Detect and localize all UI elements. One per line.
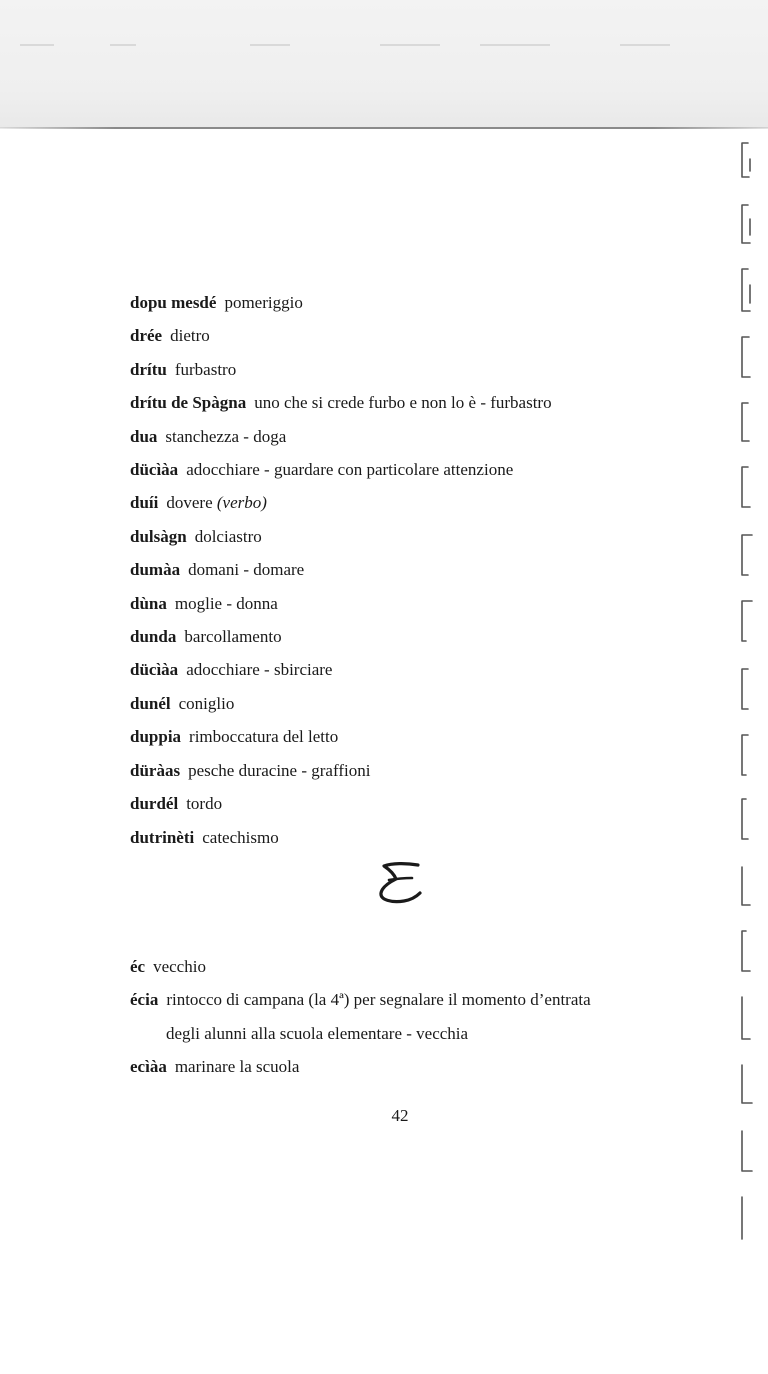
headword: dulsàgn [130,526,187,546]
headword: durdél [130,794,179,814]
glossary-entry [130,420,690,453]
definition: coniglio [178,693,235,713]
glossary-entry [130,787,690,820]
glossary-entry [130,453,690,486]
definition: pesche duracine - graffioni [188,760,371,780]
scan-artifact [620,44,670,46]
definition: furbastro [174,359,237,379]
definition: vecchio [153,957,206,976]
headword: dutrinèti [130,827,195,847]
glossary-entry [130,587,690,620]
glossary-entry [130,520,690,553]
scan-artifact [380,44,440,46]
ring-binding-holes [732,135,762,1315]
headword: éc [130,957,146,976]
headword: dücìàa [130,660,179,680]
headword: dua [130,426,158,446]
page-number: 42 [391,1106,409,1125]
definition: rintocco di campana (la 4ª) per segnalare il momento d’entrata [166,990,591,1010]
headword: duíi [130,493,159,513]
glossary-entry [130,553,690,586]
glossary-entry [130,687,690,720]
definition: rimboccatura del letto [189,727,339,747]
headword: dumàa [130,560,181,580]
scan-artifact [480,44,550,46]
definition: marinare la scuola [174,1057,300,1077]
definition: tordo [186,794,223,814]
headword: dücìàa [130,460,179,480]
headword: ecìàa [130,1057,167,1077]
glossary-entry [130,754,690,787]
definition: moglie - donna [174,593,278,613]
definition-continuation: degli alunni alla scuola elementare - vecchia [166,1023,469,1043]
headword: écia [130,990,159,1010]
scan-top-band [0,0,768,128]
definition: dolciastro [194,526,262,546]
glossary-section-e [130,950,710,1084]
glossary-entry [130,720,690,753]
glossary-entry [130,286,690,319]
headword: drítu [130,359,167,379]
definition: adocchiare - guardare con particolare attenzione [186,460,514,480]
headword: dunda [130,627,177,647]
glossary-entry [130,353,690,386]
glossary-entry [130,319,690,352]
headword: dunél [130,693,171,713]
headword: duppia [130,727,182,747]
scan-artifact [20,44,54,46]
headword: dùna [130,593,167,613]
headword: drée [130,326,163,346]
definition: domani - domare [188,560,305,580]
headword: düràas [130,760,181,780]
definition-note: (verbo) [216,493,267,513]
definition: catechismo [202,827,279,847]
headword: drítu de Spàgna [130,393,247,413]
glossary-entry [130,1050,710,1083]
glossary-entry [130,950,710,983]
definition: dietro [170,326,210,346]
section-letter-e [376,858,426,908]
definition: pomeriggio [224,293,303,312]
glossary-entry [130,653,690,686]
glossary-entry [130,983,710,1016]
glossary-entry [130,486,690,519]
glossary-entry [130,821,690,854]
glossary-section-d [130,286,690,854]
glossary-entry [130,620,690,653]
definition: adocchiare - sbirciare [186,660,333,680]
glossary-entry-continuation [130,1017,710,1050]
definition: uno che si crede furbo e non lo è - furbastro [254,393,552,413]
definition: dovere [166,493,213,513]
definition: stanchezza - doga [165,426,287,446]
glossary-entry [130,386,690,419]
definition: barcollamento [184,627,282,647]
scan-artifact [110,44,136,46]
scan-top-rule [0,127,768,129]
scan-artifact [250,44,290,46]
headword: dopu mesdé [130,293,217,312]
